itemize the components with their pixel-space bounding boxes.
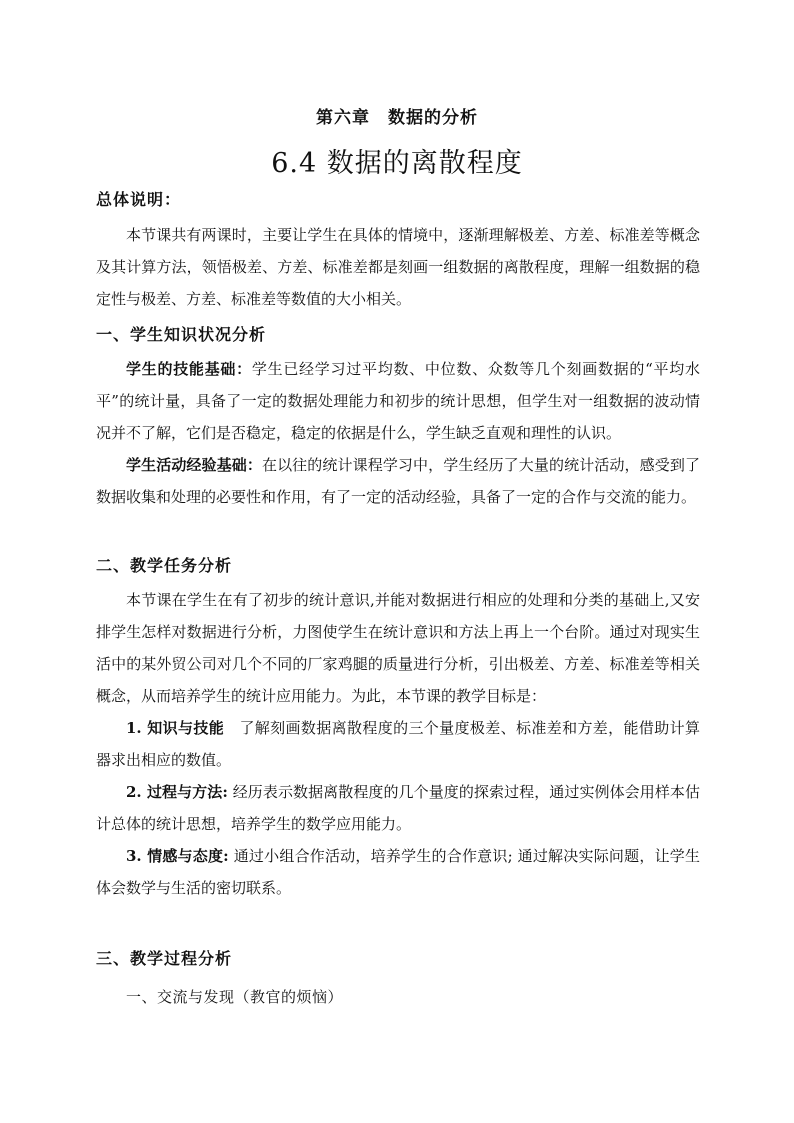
chapter-title: 第六章 数据的分析 [316, 108, 478, 128]
goal-1-text: 了解刻画数据离散程度的三个量度极差、标准差和方差，能借助计算器求出相应的数值。 [96, 719, 700, 769]
skill-foundation-label: 学生的技能基础： [126, 360, 252, 378]
skill-foundation-text: 学生已经学习过平均数、中位数、众数等几个刻画数据的“平均水平”的统计量，具备了一定的数据处理能力和初步的统计思想，但学生对一组数据的波动情况并不了解，它们是否稳定，稳定的依据是什么，学生缺乏直观和理性的认识。 [96, 360, 700, 442]
goal-3-text: 通过小组合作活动，培养学生的合作意识; 通过解决实际问题，让学生体会数学与生活的密切联系。 [96, 847, 701, 897]
section2-heading: 二、教学任务分析 [96, 556, 233, 575]
goal-2-label: 2. 过程与方法: [126, 783, 228, 801]
goal-1 [96, 712, 700, 776]
section3-subheading: 一、交流与发现（教官的烦恼） [126, 988, 344, 1006]
overview-heading: 总体说明： [96, 190, 182, 209]
activity-experience-label: 学生活动经验基础： [126, 456, 262, 474]
overview-paragraph: 本节课共有两课时，主要让学生在具体的情境中，逐渐理解极差、方差、标准差等概念及其计算方法，领悟极差、方差、标准差都是刻画一组数据的离散程度，理解一组数据的稳定性与极差、方差、标准差等数值的大小相关。 [96, 226, 700, 308]
section1-paragraph-1 [96, 353, 700, 449]
goal-1-label: 1. 知识与技能 [126, 719, 225, 737]
goal-2-text: 经历表示数据离散程度的几个量度的探索过程，通过实例体会用样本估计总体的统计思想，培养学生的数学应用能力。 [96, 783, 700, 833]
lesson-title: 6.4 数据的离散程度 [271, 148, 523, 179]
section1-paragraph-2 [96, 449, 700, 513]
section2-intro: 本节课在学生在有了初步的统计意识,并能对数据进行相应的处理和分类的基础上,又安排学生怎样对数据进行分析，力图使学生在统计意识和方法上再上一个台阶。通过对现实生活中的某外贸公司对几个不同的厂家鸡腿的质量进行分析，引出极差、方差、标准差等相关概念，从而培养学生的统计应用能力。为此，本节课的教学目标是： [96, 591, 700, 705]
goal-3-label: 3. 情感与态度: [126, 847, 229, 865]
section1-heading: 一、学生知识状况分析 [96, 325, 267, 344]
goal-2 [96, 776, 700, 840]
section2-intro-block [96, 584, 700, 712]
section3-heading: 三、教学过程分析 [96, 949, 233, 968]
goal-3 [96, 840, 700, 904]
activity-experience-text: 在以往的统计课程学习中，学生经历了大量的统计活动，感受到了数据收集和处理的必要性和作用，有了一定的活动经验，具备了一定的合作与交流的能力。 [96, 456, 700, 506]
overview-text-block [96, 219, 700, 315]
